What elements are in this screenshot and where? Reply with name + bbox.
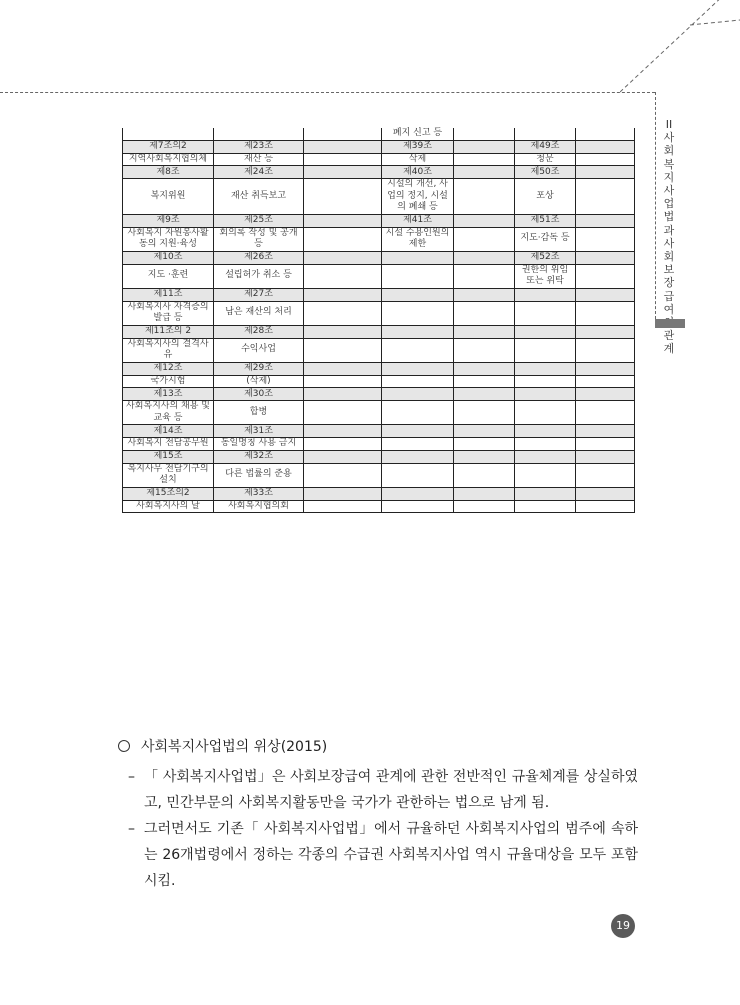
table-cell <box>576 264 635 288</box>
table-cell <box>304 325 382 338</box>
table-cell <box>515 463 576 487</box>
table-cell <box>304 362 382 375</box>
table-cell: 다른 법률의 준용 <box>214 463 304 487</box>
table-cell: 제12조 <box>123 362 214 375</box>
table-cell <box>304 487 382 500</box>
article-number-row <box>123 251 635 264</box>
table-cell <box>304 500 382 513</box>
table-cell <box>576 438 635 451</box>
article-number-row <box>123 388 635 401</box>
table-cell <box>454 463 515 487</box>
table-cell <box>304 214 382 227</box>
table-cell: 남은 재산의 처리 <box>214 301 304 325</box>
table-cell <box>454 179 515 215</box>
table-cell <box>454 388 515 401</box>
table-cell: 지도·감독 등 <box>515 227 576 251</box>
table-cell <box>454 362 515 375</box>
table-cell <box>304 450 382 463</box>
table-cell <box>515 288 576 301</box>
table-cell <box>382 325 454 338</box>
article-title-row <box>123 401 635 425</box>
table-cell <box>382 362 454 375</box>
table-cell <box>454 128 515 140</box>
table-cell <box>304 463 382 487</box>
table-cell <box>454 264 515 288</box>
table-cell <box>304 140 382 153</box>
table-cell <box>304 288 382 301</box>
article-number-row <box>123 450 635 463</box>
article-title-row <box>123 301 635 325</box>
section-heading <box>118 736 638 756</box>
table-cell <box>454 487 515 500</box>
table-cell: 제41조 <box>382 214 454 227</box>
table-cell <box>382 264 454 288</box>
table-cell <box>576 401 635 425</box>
table-cell: 합병 <box>214 401 304 425</box>
table-cell <box>576 251 635 264</box>
table-cell <box>515 450 576 463</box>
table-cell <box>382 438 454 451</box>
table-cell: 시설 수용인원의 제한 <box>382 227 454 251</box>
table-cell: 지도 ·훈련 <box>123 264 214 288</box>
table-cell: 폐지 신고 등 <box>382 128 454 140</box>
table-cell <box>576 227 635 251</box>
table-cell: 제51조 <box>515 214 576 227</box>
table-cell <box>515 362 576 375</box>
article-title-row <box>123 128 635 140</box>
table-cell <box>576 500 635 513</box>
table-cell <box>382 288 454 301</box>
table-cell: 제8조 <box>123 166 214 179</box>
table-cell <box>576 325 635 338</box>
chapter-side-title: II 사회복지사업법과 사회보장급여 관계 <box>663 118 675 356</box>
table-cell <box>515 425 576 438</box>
table-cell: 제15조 <box>123 450 214 463</box>
table-cell: 사회복지 자원봉사활동의 지원·육성 <box>123 227 214 251</box>
table-cell: 사회복지협의회 <box>214 500 304 513</box>
table-cell <box>304 338 382 362</box>
table-cell <box>515 325 576 338</box>
table-cell: 동일명칭 사용 금지 <box>214 438 304 451</box>
table-cell: 제28조 <box>214 325 304 338</box>
table-cell <box>515 128 576 140</box>
table-cell <box>454 401 515 425</box>
bullet-item <box>128 764 638 816</box>
table-cell <box>454 140 515 153</box>
table-cell: 제31조 <box>214 425 304 438</box>
table-cell: 제11조의 2 <box>123 325 214 338</box>
table-cell <box>382 500 454 513</box>
status-section <box>118 736 638 894</box>
table-cell <box>382 301 454 325</box>
table-cell <box>576 153 635 166</box>
table-cell <box>454 301 515 325</box>
article-title-row <box>123 463 635 487</box>
table-cell <box>515 438 576 451</box>
table-cell <box>382 338 454 362</box>
table-cell <box>515 500 576 513</box>
table-cell <box>304 264 382 288</box>
table-cell <box>304 388 382 401</box>
bullet-text: 「 사회복지사업법」은 사회보장급여 관계에 관한 전반적인 규율체계를 상실하였고, 민간부문의 사회복지활동만을 국가가 관한하는 법으로 남게 됨. <box>144 769 638 811</box>
table-cell <box>576 288 635 301</box>
table-cell <box>454 288 515 301</box>
table-cell <box>515 338 576 362</box>
bullet-text: 그러면서도 기존「 사회복지사업법」에서 규율하던 사회복지사업의 범주에 속하는 26개법령에서 정하는 각종의 수급권 사회복지사업 역시 규율대상을 모두 포함시킴. <box>144 821 638 889</box>
table-cell: 국가시험 <box>123 375 214 388</box>
table-cell <box>454 153 515 166</box>
table-cell: 제11조 <box>123 288 214 301</box>
table-cell <box>515 401 576 425</box>
dashed-rule <box>0 92 655 93</box>
table-cell: 사회복지사 자격증의 발급 등 <box>123 301 214 325</box>
table-cell <box>304 227 382 251</box>
table-cell <box>304 401 382 425</box>
table-cell <box>304 166 382 179</box>
table-cell <box>304 153 382 166</box>
table-cell <box>454 375 515 388</box>
table-cell <box>382 450 454 463</box>
table-cell <box>515 388 576 401</box>
table-cell <box>576 425 635 438</box>
table-cell <box>382 463 454 487</box>
table-cell <box>304 375 382 388</box>
table-cell: 사회복지사의 채용 및 교육 등 <box>123 401 214 425</box>
table-cell: 시설의 개선, 사업의 정지, 시설의 폐쇄 등 <box>382 179 454 215</box>
table-cell <box>454 325 515 338</box>
table-cell <box>454 438 515 451</box>
table-cell: 권한의 위임 또는 위탁 <box>515 264 576 288</box>
law-comparison-table <box>122 128 635 513</box>
table-cell <box>454 425 515 438</box>
article-number-row <box>123 140 635 153</box>
article-title-row <box>123 227 635 251</box>
article-number-row <box>123 325 635 338</box>
section-heading-text: 사회복지사업법의 위상(2015) <box>141 739 328 755</box>
table-cell: 제39조 <box>382 140 454 153</box>
table-cell: 제10조 <box>123 251 214 264</box>
table-cell <box>123 128 214 140</box>
circle-bullet-icon <box>118 740 130 752</box>
table-cell: 제24조 <box>214 166 304 179</box>
dashed-vertical-rule <box>655 92 656 324</box>
table-cell <box>576 301 635 325</box>
table-cell <box>576 463 635 487</box>
table-cell <box>304 128 382 140</box>
table-cell <box>576 388 635 401</box>
table-cell <box>515 487 576 500</box>
table-cell <box>576 214 635 227</box>
table-cell <box>214 128 304 140</box>
table-cell: 제7조의2 <box>123 140 214 153</box>
table-cell: 제30조 <box>214 388 304 401</box>
table-cell <box>515 301 576 325</box>
table-cell <box>382 388 454 401</box>
table-cell <box>382 425 454 438</box>
table-cell: 설립허가 취소 등 <box>214 264 304 288</box>
table-cell: 제15조의2 <box>123 487 214 500</box>
article-number-row <box>123 288 635 301</box>
table-cell <box>454 450 515 463</box>
table-cell: 사회복지 전담공무원 <box>123 438 214 451</box>
table-cell <box>382 251 454 264</box>
table-cell: 제27조 <box>214 288 304 301</box>
table-cell <box>382 401 454 425</box>
table-cell <box>576 179 635 215</box>
table-cell: 제40조 <box>382 166 454 179</box>
table-cell <box>454 166 515 179</box>
table-cell <box>304 438 382 451</box>
table-cell: 삭제 <box>382 153 454 166</box>
table-cell: 사회복지사의 결격사유 <box>123 338 214 362</box>
table-cell: 제29조 <box>214 362 304 375</box>
table-cell <box>304 425 382 438</box>
table-cell <box>304 179 382 215</box>
bullet-item <box>128 816 638 894</box>
table-cell: 제52조 <box>515 251 576 264</box>
table-cell: 제26조 <box>214 251 304 264</box>
table-cell <box>382 375 454 388</box>
table-cell <box>515 375 576 388</box>
chapter-marker-bar <box>655 319 685 328</box>
table-cell: 제33조 <box>214 487 304 500</box>
table-cell: 지역사회복지협의체 <box>123 153 214 166</box>
table-cell: 수익사업 <box>214 338 304 362</box>
article-number-row <box>123 166 635 179</box>
table-cell <box>576 487 635 500</box>
article-number-row <box>123 487 635 500</box>
table-cell <box>576 128 635 140</box>
table-cell <box>454 338 515 362</box>
table-cell <box>454 500 515 513</box>
table-cell <box>304 251 382 264</box>
table-cell <box>576 450 635 463</box>
table-cell <box>454 214 515 227</box>
table-cell: 재산 취득보고 <box>214 179 304 215</box>
article-title-row <box>123 179 635 215</box>
table-cell: 제14조 <box>123 425 214 438</box>
table-cell: 제13조 <box>123 388 214 401</box>
table-cell <box>576 140 635 153</box>
table-cell <box>576 166 635 179</box>
table-cell: 회의록 작성 및 공개 등 <box>214 227 304 251</box>
table-cell <box>382 487 454 500</box>
table-cell: 제9조 <box>123 214 214 227</box>
table-cell: 사회복지사의 날 <box>123 500 214 513</box>
table-cell <box>576 375 635 388</box>
table-cell: 복지사무 전담기구의 설치 <box>123 463 214 487</box>
table-cell: 재산 등 <box>214 153 304 166</box>
table-cell: 제32조 <box>214 450 304 463</box>
article-number-row <box>123 214 635 227</box>
article-title-row <box>123 264 635 288</box>
article-number-row <box>123 425 635 438</box>
article-title-row <box>123 338 635 362</box>
table-cell: 청문 <box>515 153 576 166</box>
table-cell <box>454 227 515 251</box>
table-cell: 제25조 <box>214 214 304 227</box>
table-cell: 복지위원 <box>123 179 214 215</box>
page-corner-fold <box>620 0 740 100</box>
dash-bullet-icon: – <box>128 821 135 837</box>
table-cell <box>304 301 382 325</box>
table-cell: 포상 <box>515 179 576 215</box>
article-number-row <box>123 362 635 375</box>
dash-bullet-icon: – <box>128 769 135 785</box>
page-number: 19 <box>611 914 635 938</box>
article-title-row <box>123 500 635 513</box>
article-title-row <box>123 375 635 388</box>
article-title-row <box>123 438 635 451</box>
table-cell: 제49조 <box>515 140 576 153</box>
table-cell <box>454 251 515 264</box>
table-cell: 제50조 <box>515 166 576 179</box>
table-cell: (삭제) <box>214 375 304 388</box>
table-cell <box>576 338 635 362</box>
article-title-row <box>123 153 635 166</box>
table-cell <box>576 362 635 375</box>
table-cell: 제23조 <box>214 140 304 153</box>
